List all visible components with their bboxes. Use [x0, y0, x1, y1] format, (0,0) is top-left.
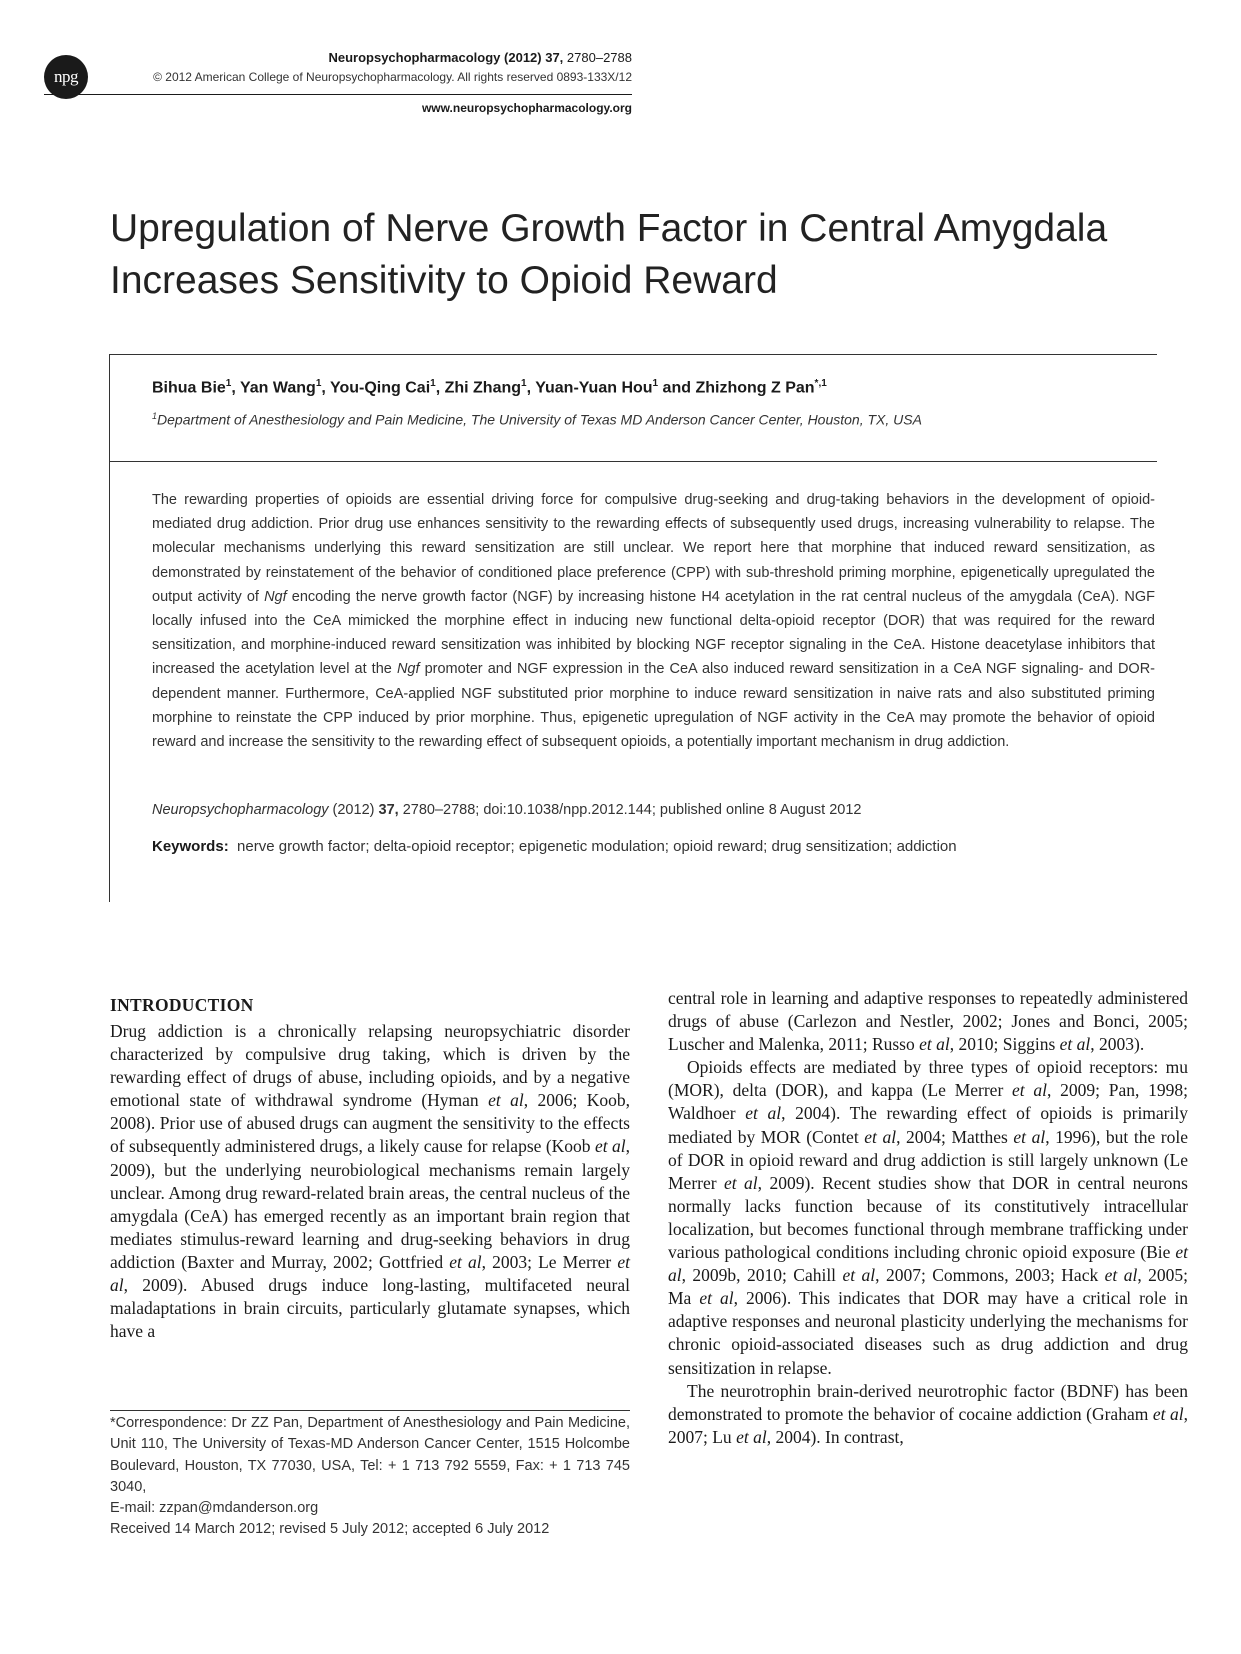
keywords-label: Keywords:	[152, 838, 229, 855]
author-separator: ,	[435, 379, 445, 397]
author-affiliation-marker: 1	[315, 378, 322, 389]
body-text: , 2007; Commons, 2003; Hack	[875, 1265, 1105, 1286]
affiliation-marker: 1	[152, 411, 158, 421]
citation-et-al: et al	[488, 1090, 524, 1111]
body-text: , 2006; Koob, 2008). Prior use of abused drugs can augment the sensitivity to the effects of subsequently administered drugs, a likely cause for relapse (Koob	[110, 1090, 631, 1157]
body-text: , 2003; Le Merrer	[481, 1251, 618, 1272]
citation-details: 2780–2788; doi:10.1038/npp.2012.144; published online 8 August 2012	[398, 802, 862, 818]
article-citation	[152, 802, 861, 818]
citation-et-al: et al	[699, 1288, 734, 1309]
received-dates: Received 14 March 2012; revised 5 July 2012; accepted 6 July 2012	[110, 1521, 550, 1538]
body-text: , 2009; Pan, 1998; Waldhoer	[668, 1080, 1188, 1124]
citation-et-al: et al	[594, 1136, 626, 1157]
keywords-text: nerve growth factor; delta-opioid receptor; epigenetic modulation; opioid reward; drug sensitization; addiction	[237, 838, 957, 855]
author-list	[152, 378, 827, 397]
correspondence-email[interactable]: E-mail: zzpan@mdanderson.org	[110, 1500, 319, 1517]
journal-name: Neuropsychopharmacology	[328, 50, 501, 65]
author-separator: ,	[321, 379, 330, 397]
title-line-1: Upregulation of Nerve Growth Factor in Central Amygdala	[110, 207, 1108, 250]
gene-name: Ngf	[264, 588, 287, 605]
body-paragraph	[668, 987, 1188, 1056]
body-text: , 2004). The rewarding effect of opioids is primarily mediated by MOR (Contet	[668, 1103, 1188, 1147]
author-name: You-Qing Cai	[330, 379, 431, 397]
author-name: Yuan-Yuan Hou	[535, 379, 653, 397]
body-text: The neurotrophin brain-derived neurotrophic factor (BDNF) has been demonstrated to promote the behavior of cocaine addiction (Graham	[668, 1380, 1188, 1424]
body-text: , 2010; Siggins	[949, 1034, 1060, 1055]
citation-et-al: et al	[736, 1426, 767, 1447]
citation-et-al: et al	[745, 1103, 782, 1124]
citation-et-al: et al	[864, 1126, 897, 1147]
author-name: Bihua Bie	[152, 379, 226, 397]
body-paragraph	[668, 1056, 1188, 1379]
journal-year-volume: (2012) 37,	[504, 50, 564, 65]
npg-logo: npg	[44, 55, 88, 99]
body-text: , 2009). Recent studies show that DOR in central neurons normally lacks function because of its constitutively intracellular localization, but becomes functional through membrane trafficking under various pathological conditions including chronic opioid exposure (Bie	[668, 1172, 1188, 1263]
abstract	[152, 488, 1155, 754]
author-affiliation-marker: 1	[521, 378, 527, 389]
citation-journal: Neuropsychopharmacology	[152, 802, 329, 818]
citation-et-al: et al	[919, 1034, 950, 1055]
body-text: , 2005; Ma	[668, 1265, 1188, 1309]
article-title	[110, 203, 1190, 307]
body-text: , 2003).	[1090, 1034, 1145, 1055]
author-name: Zhizhong Z Pan	[695, 379, 815, 397]
affiliation-text: Department of Anesthesiology and Pain Medicine, The University of Texas MD Anderson Cancer Center, Houston, TX, USA	[157, 411, 922, 428]
author-box-frame	[109, 354, 1157, 462]
body-paragraph	[110, 1020, 630, 1343]
abstract-text: encoding the nerve growth factor (NGF) by increasing histone H4 acetylation in the rat central nucleus of the amygdala (CeA). NGF locally infused into the CeA mimicked the morphine effect in inducing new functional delta-opioid receptor (DOR) that was required for the reward sensitization, and morphine-induced reward sensitization was inhibited by blocking NGF receptor signaling in the CeA. Histone deacetylase inhibitors that increased the acetylation level at the	[152, 588, 1155, 678]
correspondence-footnote	[110, 1413, 630, 1541]
body-column-left	[110, 1020, 630, 1343]
author-affiliation-marker: 1	[430, 378, 436, 389]
body-text: , 2006). This indicates that DOR may have a critical role in adaptive responses and neuronal plasticity underlying the mechanisms for chronic opioid-associated diseases such as drug addiction and drug sensitization in relapse.	[668, 1288, 1189, 1378]
introduction-heading: INTRODUCTION	[110, 995, 254, 1015]
body-paragraph	[668, 1380, 1188, 1449]
citation-et-al: et al	[1104, 1265, 1138, 1286]
citation-et-al: et al	[668, 1242, 1188, 1286]
citation-et-al: et al	[449, 1251, 482, 1272]
journal-website-link[interactable]: www.neuropsychopharmacology.org	[421, 101, 632, 115]
body-text: Opioids effects are mediated by three types of opioid receptors: mu (MOR), delta (DOR), and kappa (Le Merrer	[668, 1057, 1188, 1101]
footnote-divider	[110, 1410, 630, 1411]
author-separator: ,	[526, 379, 536, 397]
citation-et-al: et al	[1059, 1034, 1091, 1055]
author-affiliation-marker: 1	[225, 378, 232, 389]
body-text: , 2004). In contrast,	[766, 1426, 904, 1447]
gene-name: Ngf	[396, 661, 420, 678]
journal-pages: 2780–2788	[566, 50, 632, 65]
title-line-2: Increases Sensitivity to Opioid Reward	[110, 259, 778, 302]
abstract-text: promoter and NGF expression in the CeA also induced reward sensitization in a CeA NGF signaling- and DOR-dependent manner. Furthermore, CeA-applied NGF substituted prior morphine to induce reward sensitization in naive rats and also substituted priming morphine to reinstate the CPP induced by prior morphine. Thus, epigenetic upregulation of NGF activity in the CeA may promote the behavior of opioid reward and increase the sensitivity to the rewarding effect of subsequent opioids, a potentially important mechanism in drug addiction.	[152, 661, 1156, 751]
header-divider	[44, 94, 632, 95]
author-name: Zhi Zhang	[444, 379, 522, 397]
journal-citation-header	[328, 50, 632, 65]
correspondence-address: *Correspondence: Dr ZZ Pan, Department of Anesthesiology and Pain Medicine, Unit 110, The University of Texas-MD Anderson Cancer Center, 1515 Holcombe Boulevard, Houston, TX 77030, USA, Tel: + 1 713 792 5559, Fax: + 1 713 745 3040,	[110, 1415, 630, 1495]
author-separator: and	[658, 379, 696, 397]
citation-et-al: et al	[1152, 1403, 1184, 1424]
copyright-notice: © 2012 American College of Neuropsychopharmacology. All rights reserved 0893-133X/12	[153, 70, 632, 84]
citation-et-al: et al	[724, 1172, 758, 1193]
body-text: , 2009b, 2010; Cahill	[681, 1265, 843, 1286]
citation-et-al: et al	[1012, 1080, 1048, 1101]
body-text: , 2004; Matthes	[896, 1126, 1014, 1147]
author-affiliation-marker: 1	[652, 378, 659, 389]
citation-year: (2012)	[328, 802, 379, 818]
body-text: , 2009), but the underlying neurobiological mechanisms remain largely unclear. Among drug reward-related brain areas, the central nucleus of the amygdala (CeA) has emerged recently as an important brain region that mediates stimulus-reward learning and drug-seeking behaviors in drug addiction (Baxter and Murray, 2002; Gottfried	[110, 1136, 631, 1272]
abstract-side-rule	[109, 460, 110, 902]
body-text: central role in learning and adaptive responses to repeatedly administered drugs of abuse (Carlezon and Nestler, 2002; Jones and Bonci, 2005; Luscher and Malenka, 2011; Russo	[668, 988, 1188, 1055]
author-affiliation-marker: *,1	[814, 378, 827, 389]
body-column-right	[668, 987, 1188, 1449]
citation-et-al: et al	[842, 1265, 876, 1286]
author-separator: ,	[231, 379, 240, 397]
body-text: Drug addiction is a chronically relapsing neuropsychiatric disorder characterized by compulsive drug taking, which is driven by the rewarding effect of drugs of abuse, including opioids, and by a negative emotional state of withdrawal syndrome (Hyman	[110, 1021, 630, 1111]
author-name: Yan Wang	[239, 379, 316, 397]
affiliation	[152, 411, 922, 428]
keywords	[152, 838, 957, 855]
body-text: , 1996), but the role of DOR in opioid reward and drug addiction is still largely unknown (Le Merrer	[668, 1126, 1188, 1193]
body-text: , 2007; Lu	[668, 1403, 1188, 1447]
abstract-text: The rewarding properties of opioids are essential driving force for compulsive drug-seeking and drug-taking behaviors in the development of opioid-mediated drug addiction. Prior drug use enhances sensitivity to the rewarding effects of subsequently used drugs, increasing vulnerability to relapse. The molecular mechanisms underlying this reward sensitization are still unclear. We report here that morphine that induced reward sensitization, as demonstrated by reinstatement of the behavior of conditioned place preference (CPP) with sub-threshold priming morphine, epigenetically upregulated the output activity of	[152, 492, 1155, 605]
body-text: , 2009). Abused drugs induce long-lasting, multifaceted neural maladaptations in brain circuits, particularly glutamate synapses, which have a	[110, 1275, 630, 1342]
citation-et-al: et al	[110, 1251, 631, 1296]
citation-volume: 37,	[378, 802, 399, 818]
citation-et-al: et al	[1013, 1126, 1046, 1147]
